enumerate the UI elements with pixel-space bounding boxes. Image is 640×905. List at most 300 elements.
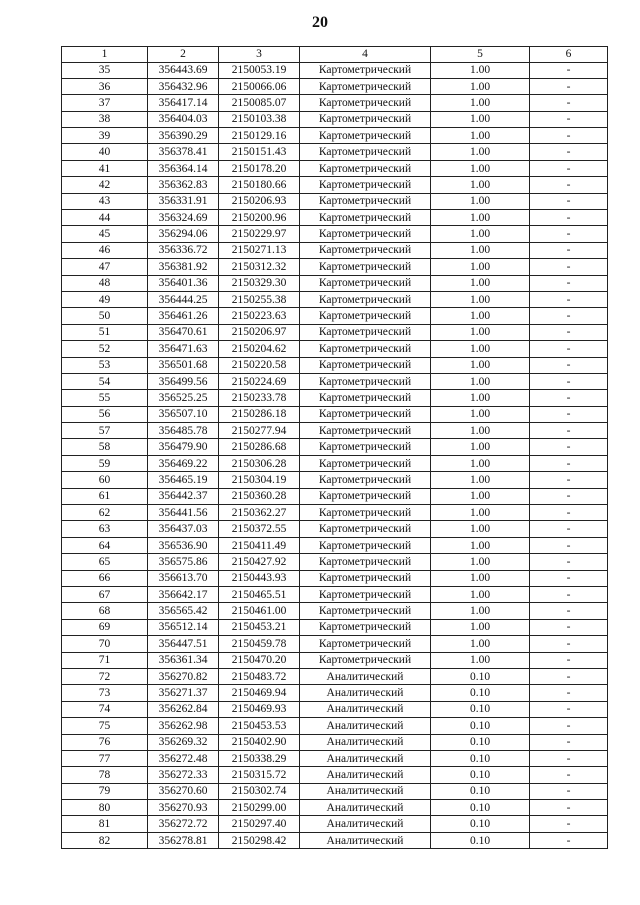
table-row [62, 226, 608, 242]
x-coordinate-cell: 356404.03 [148, 111, 219, 127]
note-cell: - [530, 160, 608, 176]
point-number-cell: 45 [62, 226, 148, 242]
method-cell: Картометрический [300, 111, 431, 127]
point-number-cell: 81 [62, 816, 148, 832]
table-row [62, 619, 608, 635]
note-cell: - [530, 685, 608, 701]
note-cell: - [530, 226, 608, 242]
method-cell: Картометрический [300, 193, 431, 209]
y-coordinate-cell: 2150204.62 [219, 341, 300, 357]
point-number-cell: 48 [62, 275, 148, 291]
x-coordinate-cell: 356269.32 [148, 734, 219, 750]
table-row [62, 144, 608, 160]
x-coordinate-cell: 356447.51 [148, 636, 219, 652]
table-row [62, 210, 608, 226]
x-coordinate-cell: 356536.90 [148, 537, 219, 553]
x-coordinate-cell: 356271.37 [148, 685, 219, 701]
accuracy-cell: 1.00 [431, 341, 530, 357]
accuracy-cell: 1.00 [431, 423, 530, 439]
column-header: 5 [431, 47, 530, 63]
y-coordinate-cell: 2150224.69 [219, 373, 300, 389]
note-cell: - [530, 275, 608, 291]
accuracy-cell: 1.00 [431, 144, 530, 160]
method-cell: Картометрический [300, 160, 431, 176]
y-coordinate-cell: 2150427.92 [219, 554, 300, 570]
accuracy-cell: 0.10 [431, 816, 530, 832]
table-row [62, 832, 608, 848]
table-row [62, 275, 608, 291]
point-number-cell: 40 [62, 144, 148, 160]
x-coordinate-cell: 356485.78 [148, 423, 219, 439]
accuracy-cell: 1.00 [431, 554, 530, 570]
accuracy-cell: 1.00 [431, 259, 530, 275]
point-number-cell: 66 [62, 570, 148, 586]
column-header: 3 [219, 47, 300, 63]
table-row [62, 537, 608, 553]
accuracy-cell: 1.00 [431, 505, 530, 521]
note-cell: - [530, 406, 608, 422]
x-coordinate-cell: 356294.06 [148, 226, 219, 242]
accuracy-cell: 1.00 [431, 652, 530, 668]
note-cell: - [530, 242, 608, 258]
method-cell: Картометрический [300, 439, 431, 455]
method-cell: Картометрический [300, 324, 431, 340]
point-number-cell: 38 [62, 111, 148, 127]
table-body [62, 62, 608, 849]
method-cell: Картометрический [300, 308, 431, 324]
note-cell: - [530, 587, 608, 603]
x-coordinate-cell: 356270.93 [148, 800, 219, 816]
accuracy-cell: 1.00 [431, 160, 530, 176]
table-row [62, 177, 608, 193]
y-coordinate-cell: 2150443.93 [219, 570, 300, 586]
note-cell: - [530, 537, 608, 553]
x-coordinate-cell: 356272.72 [148, 816, 219, 832]
x-coordinate-cell: 356575.86 [148, 554, 219, 570]
point-number-cell: 37 [62, 95, 148, 111]
note-cell: - [530, 308, 608, 324]
note-cell: - [530, 111, 608, 127]
note-cell: - [530, 324, 608, 340]
accuracy-cell: 1.00 [431, 78, 530, 94]
y-coordinate-cell: 2150085.07 [219, 95, 300, 111]
accuracy-cell: 0.10 [431, 767, 530, 783]
note-cell: - [530, 832, 608, 848]
point-number-cell: 78 [62, 767, 148, 783]
column-header: 6 [530, 47, 608, 63]
table-row [62, 439, 608, 455]
x-coordinate-cell: 356499.56 [148, 373, 219, 389]
point-number-cell: 65 [62, 554, 148, 570]
y-coordinate-cell: 2150360.28 [219, 488, 300, 504]
y-coordinate-cell: 2150483.72 [219, 668, 300, 684]
method-cell: Картометрический [300, 78, 431, 94]
note-cell: - [530, 652, 608, 668]
table-row [62, 636, 608, 652]
method-cell: Картометрический [300, 341, 431, 357]
note-cell: - [530, 554, 608, 570]
table-row [62, 505, 608, 521]
y-coordinate-cell: 2150459.78 [219, 636, 300, 652]
method-cell: Картометрический [300, 636, 431, 652]
x-coordinate-cell: 356512.14 [148, 619, 219, 635]
accuracy-cell: 1.00 [431, 570, 530, 586]
point-number-cell: 79 [62, 783, 148, 799]
note-cell: - [530, 816, 608, 832]
accuracy-cell: 0.10 [431, 783, 530, 799]
x-coordinate-cell: 356507.10 [148, 406, 219, 422]
table-row [62, 242, 608, 258]
table-row [62, 357, 608, 373]
x-coordinate-cell: 356262.98 [148, 718, 219, 734]
method-cell: Картометрический [300, 128, 431, 144]
method-cell: Аналитический [300, 701, 431, 717]
note-cell: - [530, 636, 608, 652]
x-coordinate-cell: 356613.70 [148, 570, 219, 586]
point-number-cell: 71 [62, 652, 148, 668]
accuracy-cell: 0.10 [431, 734, 530, 750]
method-cell: Картометрический [300, 472, 431, 488]
table-row [62, 668, 608, 684]
accuracy-cell: 1.00 [431, 128, 530, 144]
note-cell: - [530, 472, 608, 488]
y-coordinate-cell: 2150304.19 [219, 472, 300, 488]
x-coordinate-cell: 356443.69 [148, 62, 219, 78]
method-cell: Аналитический [300, 734, 431, 750]
table-row [62, 554, 608, 570]
y-coordinate-cell: 2150297.40 [219, 816, 300, 832]
method-cell: Картометрический [300, 275, 431, 291]
point-number-cell: 35 [62, 62, 148, 78]
column-header: 1 [62, 47, 148, 63]
point-number-cell: 41 [62, 160, 148, 176]
table-row [62, 390, 608, 406]
table-row [62, 767, 608, 783]
y-coordinate-cell: 2150306.28 [219, 455, 300, 471]
note-cell: - [530, 701, 608, 717]
table-row [62, 160, 608, 176]
point-number-cell: 58 [62, 439, 148, 455]
table-row [62, 128, 608, 144]
note-cell: - [530, 341, 608, 357]
y-coordinate-cell: 2150411.49 [219, 537, 300, 553]
note-cell: - [530, 423, 608, 439]
y-coordinate-cell: 2150453.21 [219, 619, 300, 635]
note-cell: - [530, 259, 608, 275]
note-cell: - [530, 373, 608, 389]
table-row [62, 111, 608, 127]
x-coordinate-cell: 356278.81 [148, 832, 219, 848]
y-coordinate-cell: 2150465.51 [219, 587, 300, 603]
point-number-cell: 59 [62, 455, 148, 471]
x-coordinate-cell: 356465.19 [148, 472, 219, 488]
table-row [62, 488, 608, 504]
point-number-cell: 80 [62, 800, 148, 816]
point-number-cell: 54 [62, 373, 148, 389]
method-cell: Картометрический [300, 423, 431, 439]
y-coordinate-cell: 2150286.68 [219, 439, 300, 455]
method-cell: Аналитический [300, 668, 431, 684]
point-number-cell: 55 [62, 390, 148, 406]
point-number-cell: 53 [62, 357, 148, 373]
x-coordinate-cell: 356270.60 [148, 783, 219, 799]
accuracy-cell: 1.00 [431, 291, 530, 307]
method-cell: Аналитический [300, 750, 431, 766]
y-coordinate-cell: 2150315.72 [219, 767, 300, 783]
note-cell: - [530, 750, 608, 766]
table-row [62, 800, 608, 816]
coordinates-table [61, 46, 608, 849]
point-number-cell: 57 [62, 423, 148, 439]
y-coordinate-cell: 2150312.32 [219, 259, 300, 275]
x-coordinate-cell: 356444.25 [148, 291, 219, 307]
point-number-cell: 82 [62, 832, 148, 848]
accuracy-cell: 1.00 [431, 373, 530, 389]
note-cell: - [530, 291, 608, 307]
note-cell: - [530, 128, 608, 144]
table-row [62, 701, 608, 717]
y-coordinate-cell: 2150180.66 [219, 177, 300, 193]
y-coordinate-cell: 2150220.58 [219, 357, 300, 373]
point-number-cell: 75 [62, 718, 148, 734]
x-coordinate-cell: 356324.69 [148, 210, 219, 226]
table-row [62, 373, 608, 389]
note-cell: - [530, 570, 608, 586]
x-coordinate-cell: 356642.17 [148, 587, 219, 603]
method-cell: Аналитический [300, 816, 431, 832]
y-coordinate-cell: 2150338.29 [219, 750, 300, 766]
method-cell: Картометрический [300, 291, 431, 307]
x-coordinate-cell: 356262.84 [148, 701, 219, 717]
note-cell: - [530, 210, 608, 226]
note-cell: - [530, 800, 608, 816]
table-row [62, 291, 608, 307]
y-coordinate-cell: 2150461.00 [219, 603, 300, 619]
method-cell: Картометрический [300, 242, 431, 258]
point-number-cell: 44 [62, 210, 148, 226]
note-cell: - [530, 144, 608, 160]
table-row [62, 750, 608, 766]
accuracy-cell: 1.00 [431, 95, 530, 111]
y-coordinate-cell: 2150129.16 [219, 128, 300, 144]
y-coordinate-cell: 2150053.19 [219, 62, 300, 78]
note-cell: - [530, 505, 608, 521]
x-coordinate-cell: 356401.36 [148, 275, 219, 291]
point-number-cell: 51 [62, 324, 148, 340]
note-cell: - [530, 619, 608, 635]
x-coordinate-cell: 356525.25 [148, 390, 219, 406]
y-coordinate-cell: 2150453.53 [219, 718, 300, 734]
point-number-cell: 64 [62, 537, 148, 553]
y-coordinate-cell: 2150329.30 [219, 275, 300, 291]
note-cell: - [530, 734, 608, 750]
method-cell: Картометрический [300, 603, 431, 619]
table-row [62, 308, 608, 324]
table-row [62, 816, 608, 832]
y-coordinate-cell: 2150277.94 [219, 423, 300, 439]
method-cell: Аналитический [300, 718, 431, 734]
note-cell: - [530, 439, 608, 455]
x-coordinate-cell: 356437.03 [148, 521, 219, 537]
y-coordinate-cell: 2150298.42 [219, 832, 300, 848]
x-coordinate-cell: 356364.14 [148, 160, 219, 176]
note-cell: - [530, 390, 608, 406]
point-number-cell: 49 [62, 291, 148, 307]
y-coordinate-cell: 2150066.06 [219, 78, 300, 94]
table-row [62, 62, 608, 78]
accuracy-cell: 1.00 [431, 472, 530, 488]
y-coordinate-cell: 2150103.38 [219, 111, 300, 127]
accuracy-cell: 0.10 [431, 701, 530, 717]
y-coordinate-cell: 2150206.97 [219, 324, 300, 340]
accuracy-cell: 1.00 [431, 177, 530, 193]
x-coordinate-cell: 356417.14 [148, 95, 219, 111]
note-cell: - [530, 783, 608, 799]
method-cell: Картометрический [300, 210, 431, 226]
point-number-cell: 42 [62, 177, 148, 193]
point-number-cell: 69 [62, 619, 148, 635]
accuracy-cell: 1.00 [431, 587, 530, 603]
accuracy-cell: 1.00 [431, 636, 530, 652]
method-cell: Картометрический [300, 390, 431, 406]
method-cell: Картометрический [300, 554, 431, 570]
method-cell: Картометрический [300, 587, 431, 603]
x-coordinate-cell: 356565.42 [148, 603, 219, 619]
accuracy-cell: 1.00 [431, 275, 530, 291]
accuracy-cell: 0.10 [431, 668, 530, 684]
x-coordinate-cell: 356471.63 [148, 341, 219, 357]
accuracy-cell: 0.10 [431, 750, 530, 766]
point-number-cell: 74 [62, 701, 148, 717]
method-cell: Картометрический [300, 488, 431, 504]
note-cell: - [530, 62, 608, 78]
method-cell: Картометрический [300, 455, 431, 471]
y-coordinate-cell: 2150223.63 [219, 308, 300, 324]
method-cell: Аналитический [300, 783, 431, 799]
point-number-cell: 60 [62, 472, 148, 488]
point-number-cell: 62 [62, 505, 148, 521]
y-coordinate-cell: 2150362.27 [219, 505, 300, 521]
method-cell: Картометрический [300, 177, 431, 193]
table-row [62, 652, 608, 668]
table-row [62, 718, 608, 734]
method-cell: Картометрический [300, 62, 431, 78]
method-cell: Аналитический [300, 800, 431, 816]
note-cell: - [530, 488, 608, 504]
note-cell: - [530, 668, 608, 684]
table-row [62, 587, 608, 603]
point-number-cell: 56 [62, 406, 148, 422]
table-row [62, 685, 608, 701]
note-cell: - [530, 455, 608, 471]
table-row [62, 783, 608, 799]
table-row [62, 423, 608, 439]
accuracy-cell: 0.10 [431, 800, 530, 816]
method-cell: Аналитический [300, 685, 431, 701]
accuracy-cell: 1.00 [431, 111, 530, 127]
y-coordinate-cell: 2150469.94 [219, 685, 300, 701]
x-coordinate-cell: 356362.83 [148, 177, 219, 193]
method-cell: Аналитический [300, 832, 431, 848]
table-row [62, 341, 608, 357]
note-cell: - [530, 177, 608, 193]
table-row [62, 472, 608, 488]
accuracy-cell: 1.00 [431, 210, 530, 226]
table-row [62, 95, 608, 111]
y-coordinate-cell: 2150178.20 [219, 160, 300, 176]
method-cell: Картометрический [300, 144, 431, 160]
accuracy-cell: 1.00 [431, 324, 530, 340]
y-coordinate-cell: 2150229.97 [219, 226, 300, 242]
method-cell: Картометрический [300, 406, 431, 422]
y-coordinate-cell: 2150286.18 [219, 406, 300, 422]
table-header-row [62, 47, 608, 63]
method-cell: Картометрический [300, 357, 431, 373]
y-coordinate-cell: 2150402.90 [219, 734, 300, 750]
point-number-cell: 63 [62, 521, 148, 537]
note-cell: - [530, 767, 608, 783]
x-coordinate-cell: 356336.72 [148, 242, 219, 258]
table-row [62, 78, 608, 94]
x-coordinate-cell: 356272.33 [148, 767, 219, 783]
x-coordinate-cell: 356272.48 [148, 750, 219, 766]
y-coordinate-cell: 2150271.13 [219, 242, 300, 258]
accuracy-cell: 1.00 [431, 537, 530, 553]
point-number-cell: 68 [62, 603, 148, 619]
x-coordinate-cell: 356470.61 [148, 324, 219, 340]
x-coordinate-cell: 356361.34 [148, 652, 219, 668]
accuracy-cell: 0.10 [431, 685, 530, 701]
method-cell: Картометрический [300, 537, 431, 553]
point-number-cell: 43 [62, 193, 148, 209]
point-number-cell: 77 [62, 750, 148, 766]
method-cell: Картометрический [300, 521, 431, 537]
point-number-cell: 73 [62, 685, 148, 701]
accuracy-cell: 1.00 [431, 193, 530, 209]
column-header: 4 [300, 47, 431, 63]
method-cell: Картометрический [300, 505, 431, 521]
y-coordinate-cell: 2150206.93 [219, 193, 300, 209]
note-cell: - [530, 95, 608, 111]
accuracy-cell: 1.00 [431, 603, 530, 619]
accuracy-cell: 0.10 [431, 718, 530, 734]
note-cell: - [530, 357, 608, 373]
accuracy-cell: 0.10 [431, 832, 530, 848]
note-cell: - [530, 193, 608, 209]
method-cell: Картометрический [300, 619, 431, 635]
table-row [62, 193, 608, 209]
table-row [62, 570, 608, 586]
point-number-cell: 47 [62, 259, 148, 275]
note-cell: - [530, 718, 608, 734]
page-number: 20 [312, 14, 328, 31]
method-cell: Картометрический [300, 259, 431, 275]
y-coordinate-cell: 2150151.43 [219, 144, 300, 160]
x-coordinate-cell: 356441.56 [148, 505, 219, 521]
x-coordinate-cell: 356442.37 [148, 488, 219, 504]
y-coordinate-cell: 2150470.20 [219, 652, 300, 668]
point-number-cell: 36 [62, 78, 148, 94]
point-number-cell: 72 [62, 668, 148, 684]
y-coordinate-cell: 2150299.00 [219, 800, 300, 816]
accuracy-cell: 1.00 [431, 521, 530, 537]
method-cell: Картометрический [300, 652, 431, 668]
method-cell: Картометрический [300, 226, 431, 242]
y-coordinate-cell: 2150255.38 [219, 291, 300, 307]
y-coordinate-cell: 2150372.55 [219, 521, 300, 537]
accuracy-cell: 1.00 [431, 308, 530, 324]
x-coordinate-cell: 356381.92 [148, 259, 219, 275]
